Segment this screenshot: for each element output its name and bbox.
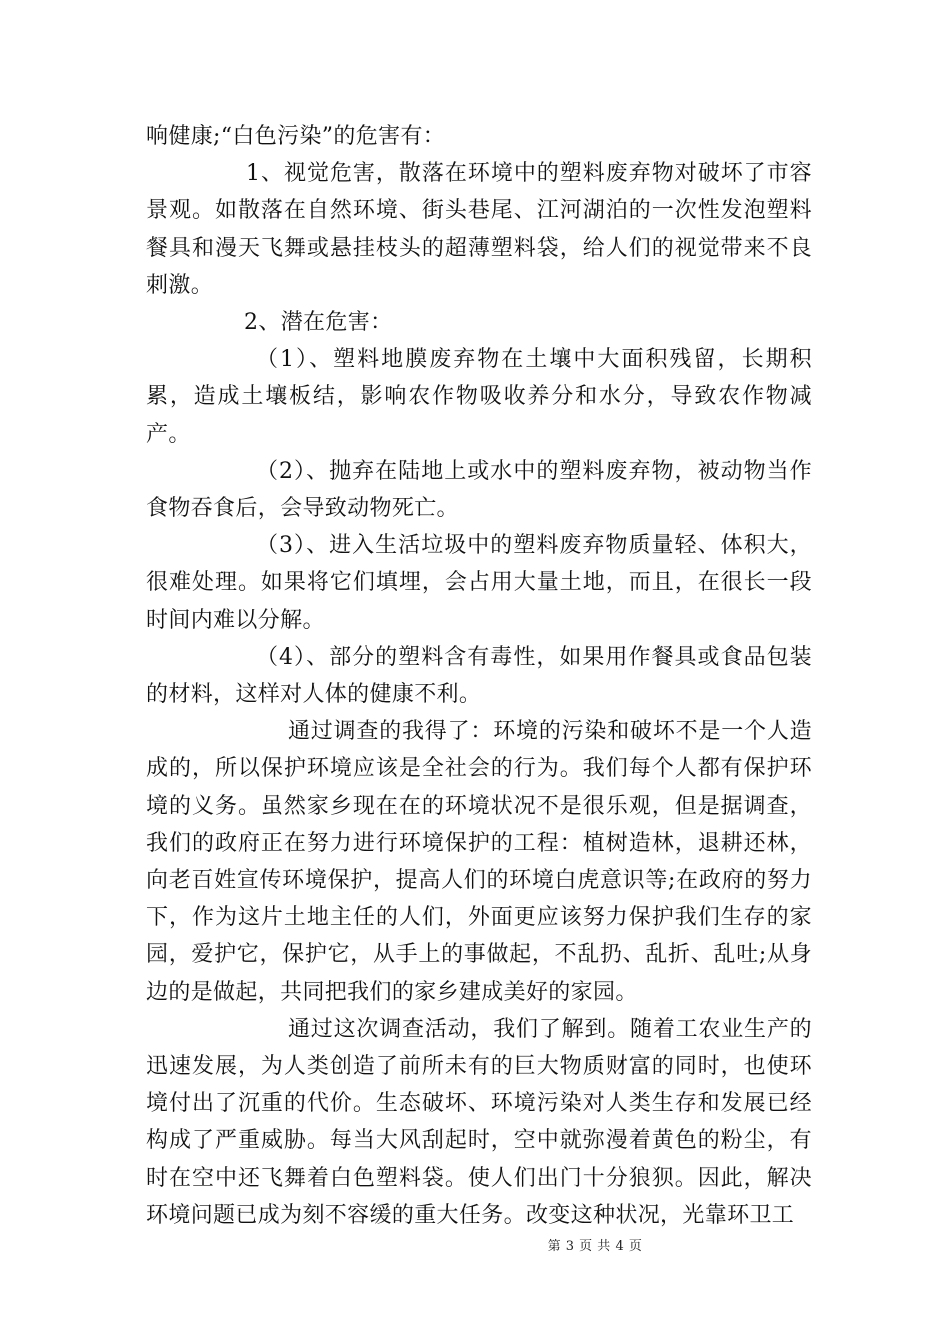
paragraph-visual-hazard: 1、视觉危害，散落在环境中的塑料废弃物对破坏了市容景观。如散落在自然环境、街头巷尾、江河湖泊的一次性发泡塑料餐具和漫天飞舞或悬挂枝头的超薄塑料袋，给人们的视觉带来不良刺激。: [146, 161, 812, 298]
paragraph-survey-conclusion: 通过调查的我得了：环境的污染和破坏不是一个人造成的，所以保护环境应该是全社会的行为。我们每个人都有保护环境的义务。虽然家乡现在在的环境状况不是很乐观，但是据调查，我们的政府正在努力进行环境保护的工程：植树造林，退耕还林，向老百姓宣传环境保护，提高人们的环境白虎意识等;在政府的努力下，作为这片土地主任的人们，外面更应该努力保护我们生存的家园，爱护它，保护它，从手上的事做起，不乱扔、乱折、乱吐;从身边的是做起，共同把我们的家乡建成美好的家园。: [146, 719, 812, 1005]
document-body: [146, 118, 812, 1234]
paragraph-potential-hazard: 2、潜在危害：: [244, 310, 393, 336]
paragraph-subpoint-2: （2）、抛弃在陆地上或水中的塑料废弃物，被动物当作食物吞食后，会导致动物死亡。: [146, 458, 812, 522]
paragraph-subpoint-1: （1）、塑料地膜废弃物在土壤中大面积残留，长期积累，造成土壤板结，影响农作物吸收养分和水分，导致农作物减产。: [146, 347, 812, 447]
paragraph-subpoint-4: （4）、部分的塑料含有毒性，如果用作餐具或食品包装的材料，这样对人体的健康不利。: [146, 644, 812, 708]
paragraph-activity-conclusion: 通过这次调查活动，我们了解到。随着工农业生产的迅速发展，为人类创造了前所未有的巨大物质财富的同时，也使环境付出了沉重的代价。生态破坏、环境污染对人类生存和发展已经构成了严重威胁。每当大风刮起时，空中就弥漫着黄色的粉尘，有时在空中还飞舞着白色塑料袋。使人们出门十分狼狈。因此，解决环境问题已成为刻不容缓的重大任务。改变这种状况，光靠环卫工: [146, 1016, 812, 1228]
paragraph-intro: 响健康;“白色污染”的危害有：: [146, 124, 446, 149]
paragraph-subpoint-3: （3）、进入生活垃圾中的塑料废弃物质量轻、体积大，很难处理。如果将它们填埋，会占用大量土地，而且，在很长一段时间内难以分解。: [146, 533, 812, 633]
page-number: 第 3 页 共 4 页: [547, 1239, 643, 1254]
